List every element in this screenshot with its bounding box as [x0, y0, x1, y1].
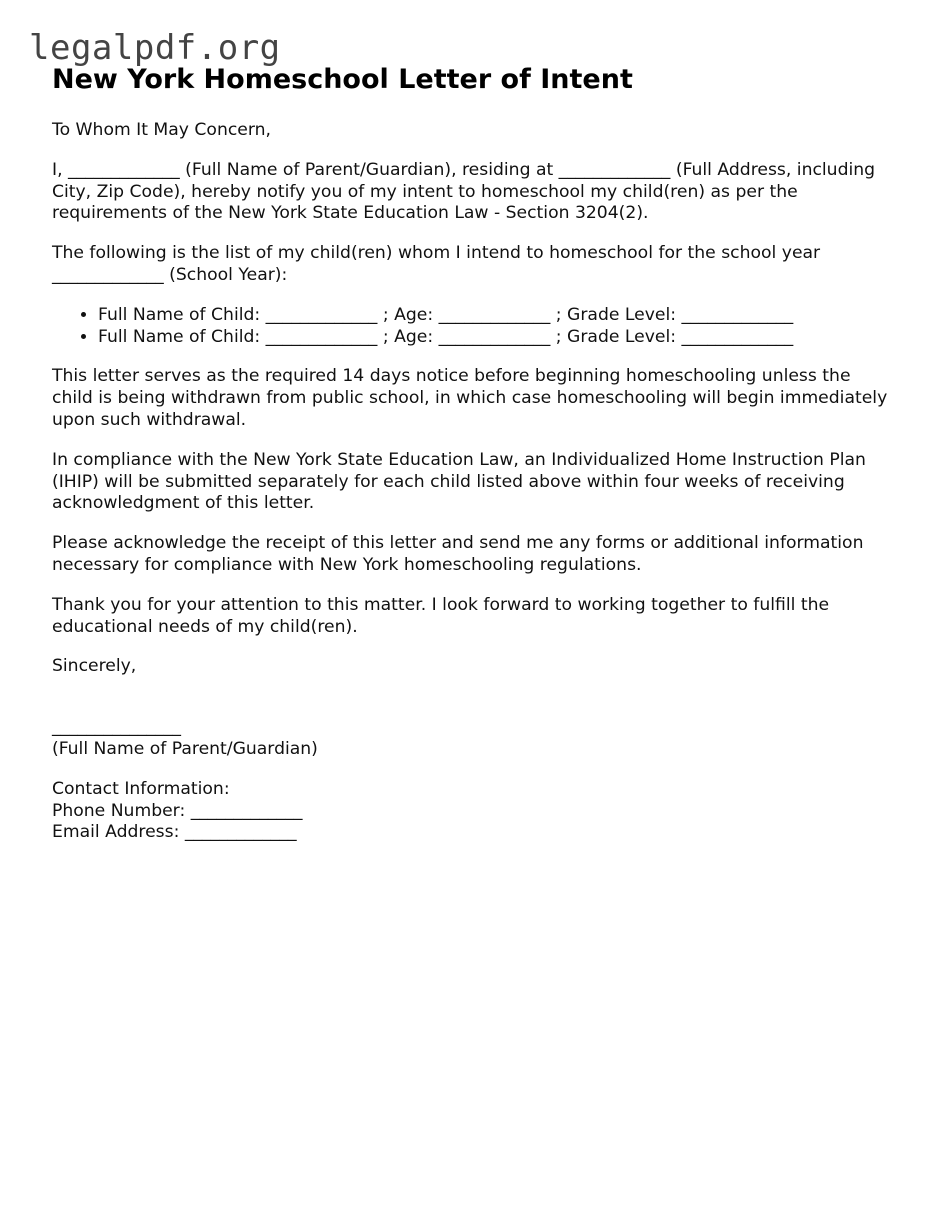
contact-heading: Contact Information:	[52, 778, 230, 799]
intro-paragraph: I, _____________ (Full Name of Parent/Guardian), residing at _____________ (Full Address, including City, Zip Code), hereby notify you of my intent to homeschool my child(ren) as per the requirements of the New York State Education Law - Section 3204(2).	[52, 159, 876, 224]
signature-line: _______________	[52, 717, 181, 738]
children-intro-paragraph: The following is the list of my child(ren) whom I intend to homeschool for the school year _____________ (School Year):	[52, 243, 821, 285]
ihip-paragraph: In compliance with the New York State Education Law, an Individualized Home Instruction Plan (IHIP) will be submitted separately for each child listed above within four weeks of receiving acknowledgment of this letter.	[52, 449, 866, 514]
child-list-item: • Full Name of Child: _____________ ; Age: _____________ ; Grade Level: _____________	[98, 305, 892, 327]
acknowledge-paragraph: Please acknowledge the receipt of this letter and send me any forms or additional information necessary for compliance with New York homeschooling regulations.	[52, 533, 864, 575]
document-title: New York Homeschool Letter of Intent	[52, 64, 633, 95]
site-watermark: legalpdf.org	[29, 28, 281, 68]
letter-document	[52, 62, 892, 862]
signature-label: (Full Name of Parent/Guardian)	[52, 738, 318, 759]
closing: Sincerely,	[52, 656, 137, 677]
children-list	[52, 305, 892, 349]
signature-block	[52, 717, 892, 761]
notice-paragraph: This letter serves as the required 14 days notice before beginning homeschooling unless the child is being withdrawn from public school, in which case homeschooling will begin immediately upon such withdrawal.	[52, 366, 888, 430]
contact-block	[52, 779, 892, 844]
phone-number-line: Phone Number: _____________	[52, 800, 303, 821]
child-list-item: • Full Name of Child: _____________ ; Age: _____________ ; Grade Level: _____________	[98, 327, 892, 349]
salutation: To Whom It May Concern,	[52, 120, 271, 140]
thanks-paragraph: Thank you for your attention to this matter. I look forward to working together to fulfill the educational needs of my child(ren).	[52, 594, 830, 637]
email-address-line: Email Address: _____________	[52, 822, 297, 843]
